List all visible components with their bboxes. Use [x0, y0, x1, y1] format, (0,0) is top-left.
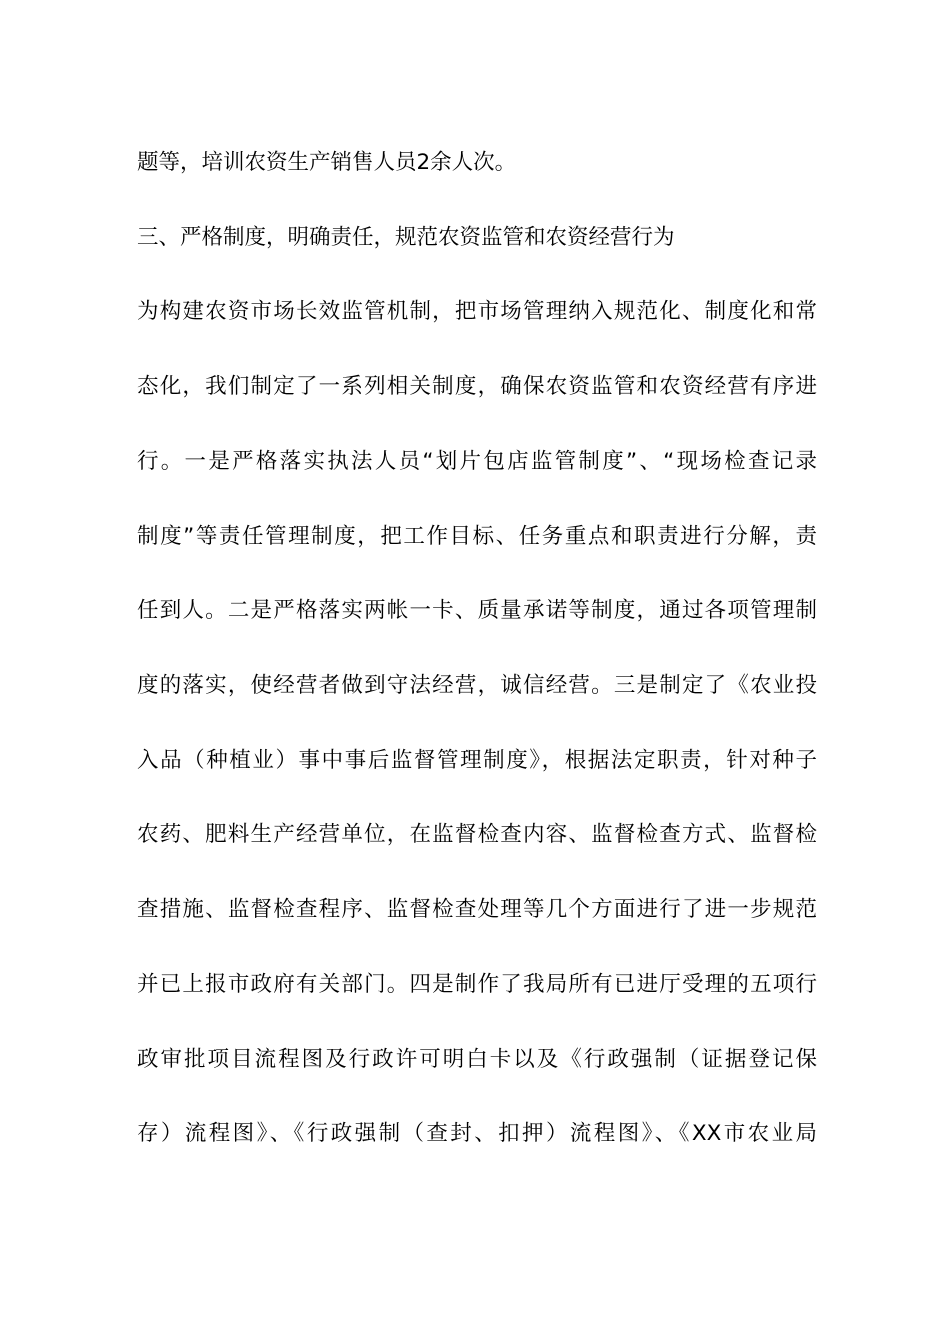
text-line-11: 查措施、监督检查程序、监督检查处理等几个方面进行了进一步规范 — [137, 897, 817, 922]
text-line-14: 存）流程图》、《行政强制（查封、扣押）流程图》、《XX市农业局 — [137, 1121, 817, 1146]
text-line-1: 题等，培训农资生产销售人员2余人次。 — [137, 150, 517, 175]
text-line-7: 任到人。二是严格落实两帐一卡、质量承诺等制度，通过各项管理制 — [137, 598, 817, 623]
text-line-8: 度的落实，使经营者做到守法经营，诚信经营。三是制定了《农业投 — [137, 673, 817, 698]
text-line-6: 制度”等责任管理制度，把工作目标、任务重点和职责进行分解，责 — [137, 524, 817, 549]
text-line-10: 农药、肥料生产经营单位，在监督检查内容、监督检查方式、监督检 — [137, 822, 817, 847]
text-line-4: 态化，我们制定了一系列相关制度，确保农资监管和农资经营有序进 — [137, 374, 817, 399]
text-line-13: 政审批项目流程图及行政许可明白卡以及《行政强制（证据登记保 — [137, 1047, 817, 1072]
text-line-12: 并已上报市政府有关部门。四是制作了我局所有已进厅受理的五项行 — [137, 972, 817, 997]
text-line-5: 行。一是严格落实执法人员“划片包店监管制度”、“现场检查记录 — [137, 449, 817, 474]
section-heading: 三、严格制度，明确责任，规范农资监管和农资经营行为 — [137, 225, 675, 250]
text-line-9: 入品（种植业）事中事后监督管理制度》，根据法定职责，针对种子 — [137, 748, 817, 773]
text-line-3: 为构建农资市场长效监管机制，把市场管理纳入规范化、制度化和常 — [137, 299, 817, 324]
